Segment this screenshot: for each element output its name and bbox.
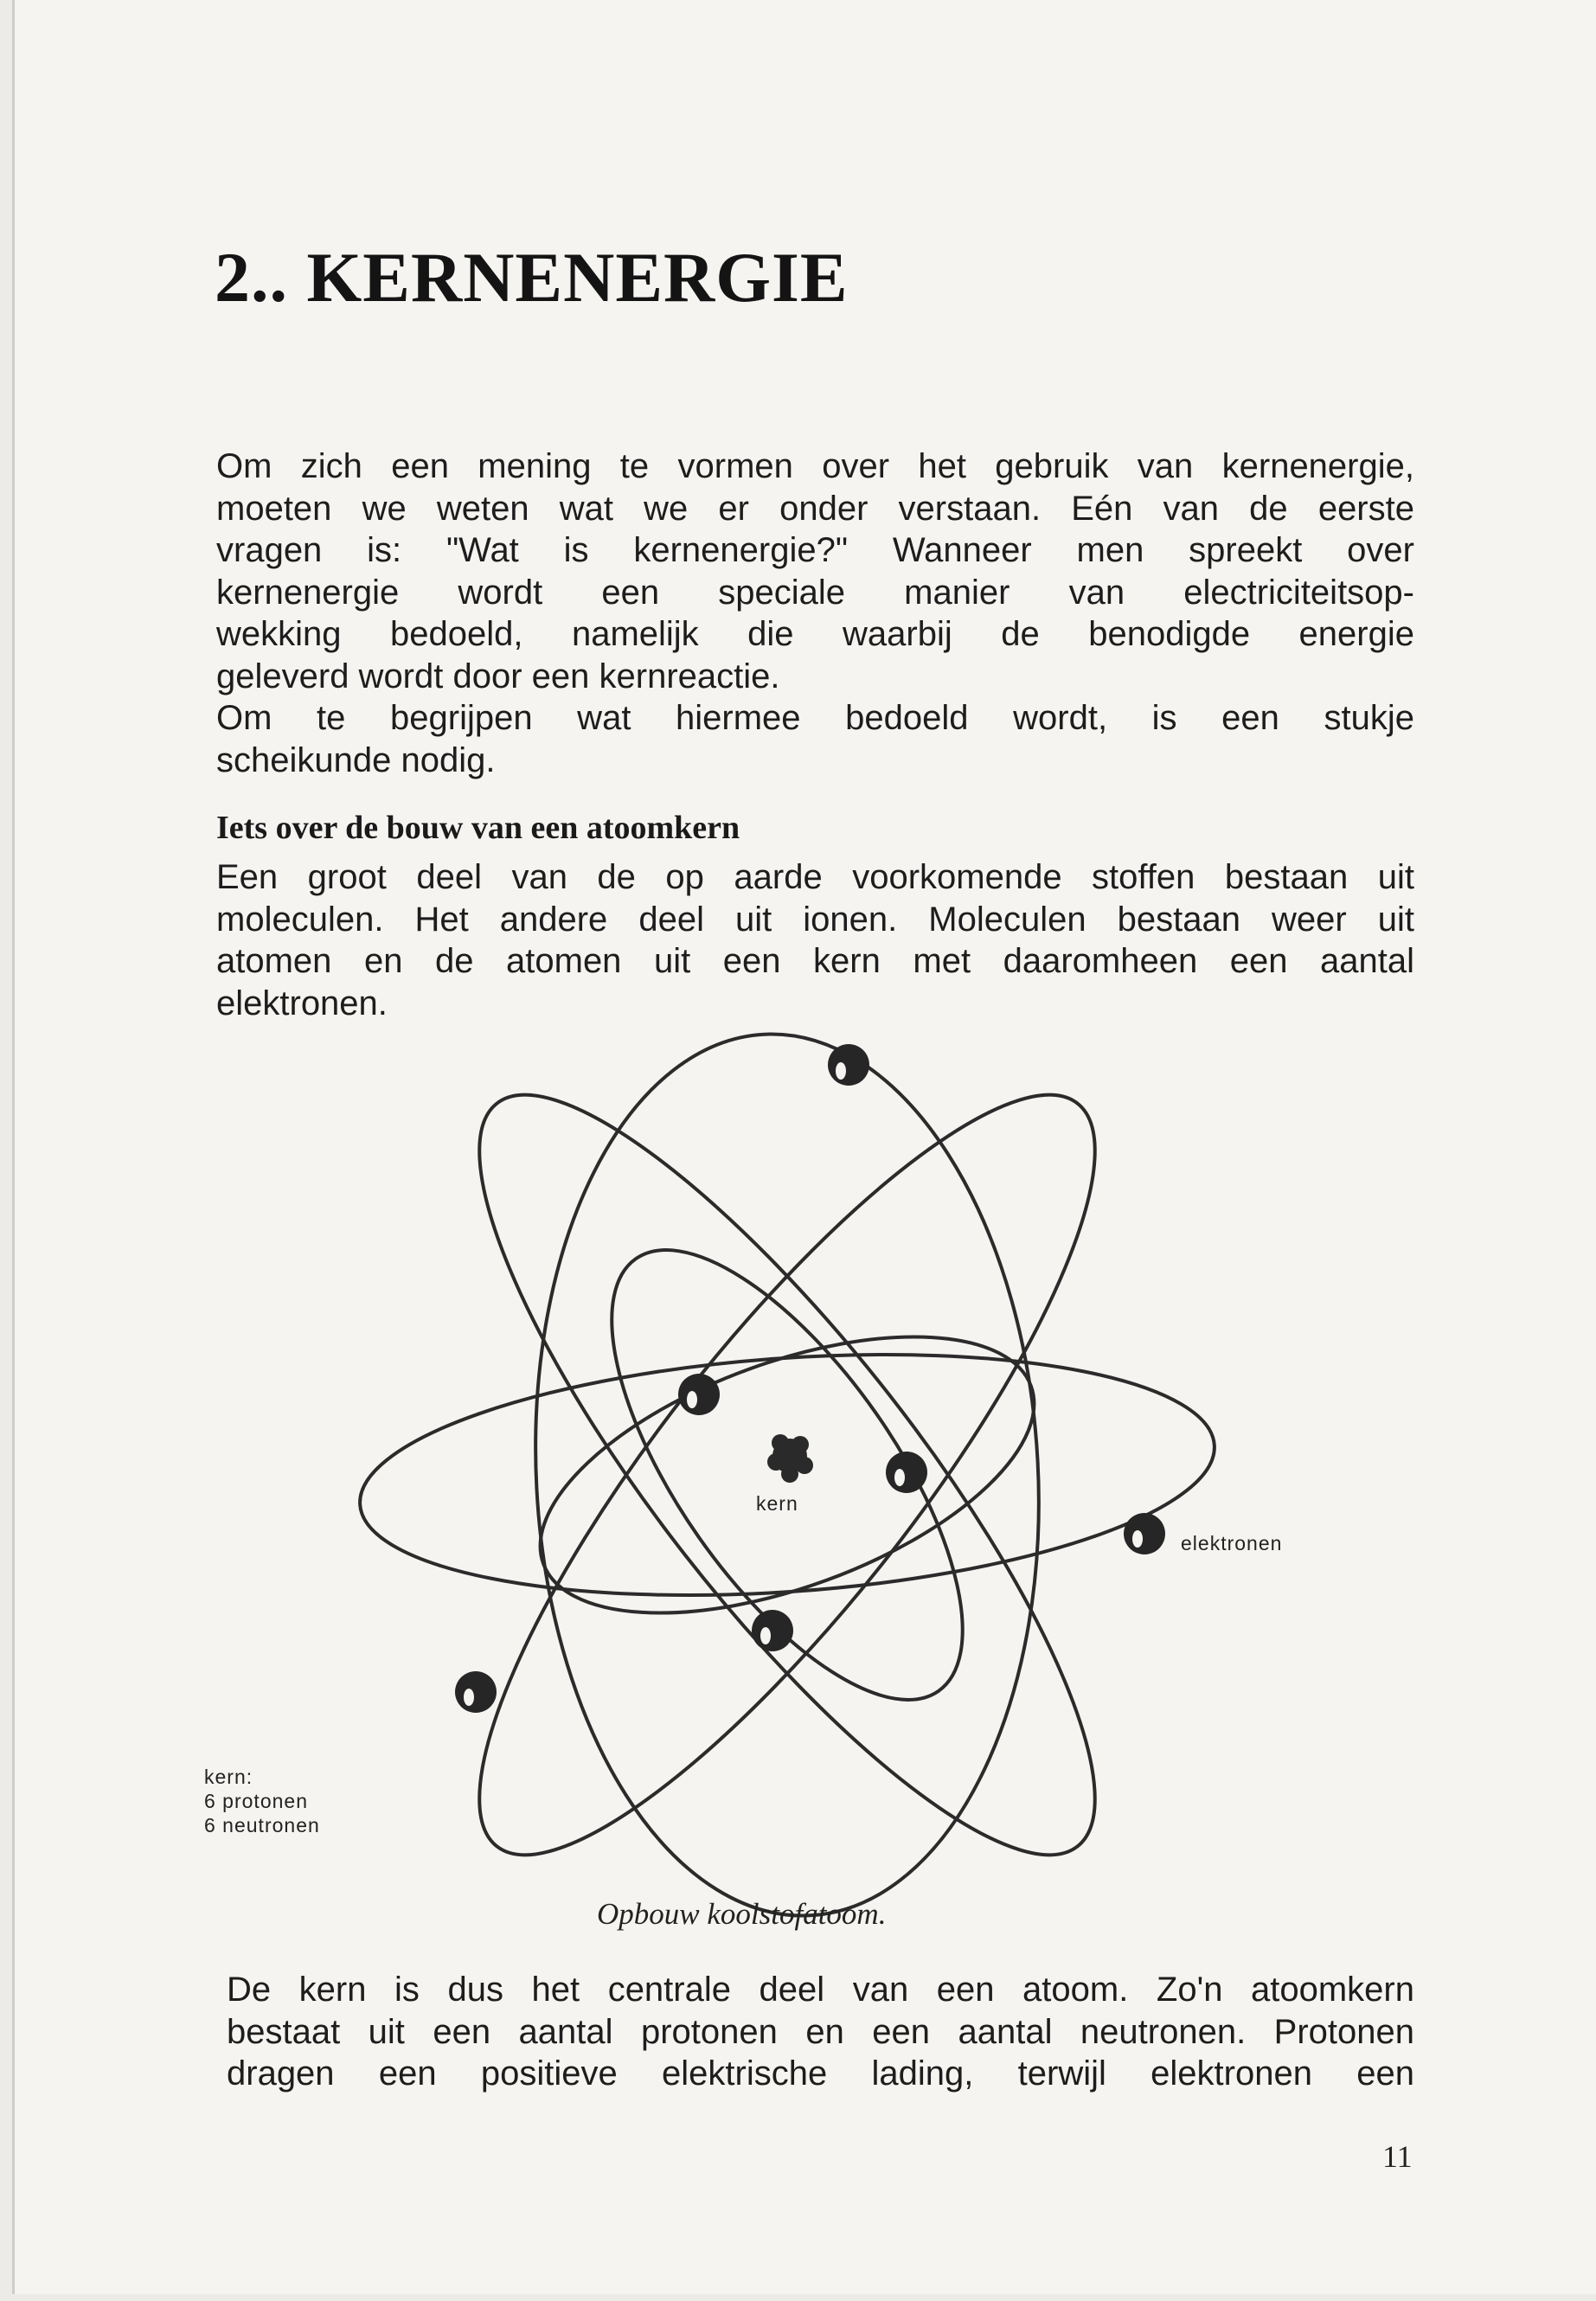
electron	[1124, 1513, 1165, 1554]
text-line: vragen is: "Wat is kernenergie?" Wanneer men spreekt over	[216, 531, 1414, 569]
text-line: Om te begrijpen wat hiermee bedoeld wordt, is een stukje	[216, 699, 1414, 737]
figure-caption: Opbouw koolstofatoom.	[597, 1897, 887, 1931]
nucleus-info-line: 6 neutronen	[204, 1814, 320, 1836]
text-line: atomen en de atomen uit een kern met daaromheen een aantal	[216, 942, 1414, 980]
electron	[455, 1671, 497, 1713]
closing-paragraph	[227, 1969, 1414, 2095]
text-line: Om zich een mening te vormen over het gebruik van kernenergie,	[216, 447, 1414, 485]
text-line: scheikunde nodig.	[216, 740, 496, 779]
text-line: dragen een positieve elektrische lading, terwijl elektronen een	[227, 2054, 1414, 2093]
page-number: 11	[1382, 2139, 1413, 2174]
text-line: moleculen. Het andere deel uit ionen. Moleculen bestaan weer uit	[216, 900, 1414, 939]
kern-label: kern	[756, 1492, 798, 1515]
text-line: wekking bedoeld, namelijk die waarbij de benodigde energie	[216, 615, 1414, 653]
nucleus-info-line: 6 protonen	[204, 1790, 308, 1812]
nucleus-info	[204, 1765, 320, 1837]
elektronen-label: elektronen	[1181, 1532, 1283, 1554]
text-line: moeten we weten wat we er onder verstaan. Eén van de eerste	[216, 489, 1414, 528]
text-line: kernenergie wordt een speciale manier van electriciteitsop-	[216, 573, 1414, 612]
section-heading: Iets over de bouw van een atoomkern	[216, 810, 740, 846]
nucleus	[767, 1434, 813, 1483]
text-line: elektronen.	[216, 984, 388, 1022]
nucleus-info-line: kern:	[204, 1766, 253, 1788]
electron	[678, 1374, 720, 1415]
electron	[752, 1610, 793, 1651]
text-line: Een groot deel van de op aarde voorkomende stoffen bestaan uit	[216, 858, 1414, 896]
electron	[828, 1044, 869, 1086]
chapter-title: 2.. KERNENERGIE	[215, 238, 849, 317]
text-line: bestaat uit een aantal protonen en een aantal neutronen. Protonen	[227, 2012, 1414, 2051]
text-line: geleverd wordt door een kernreactie.	[216, 657, 780, 695]
electron	[886, 1452, 927, 1493]
text-line: De kern is dus het centrale deel van een atoom. Zo'n atoomkern	[227, 1971, 1414, 2009]
